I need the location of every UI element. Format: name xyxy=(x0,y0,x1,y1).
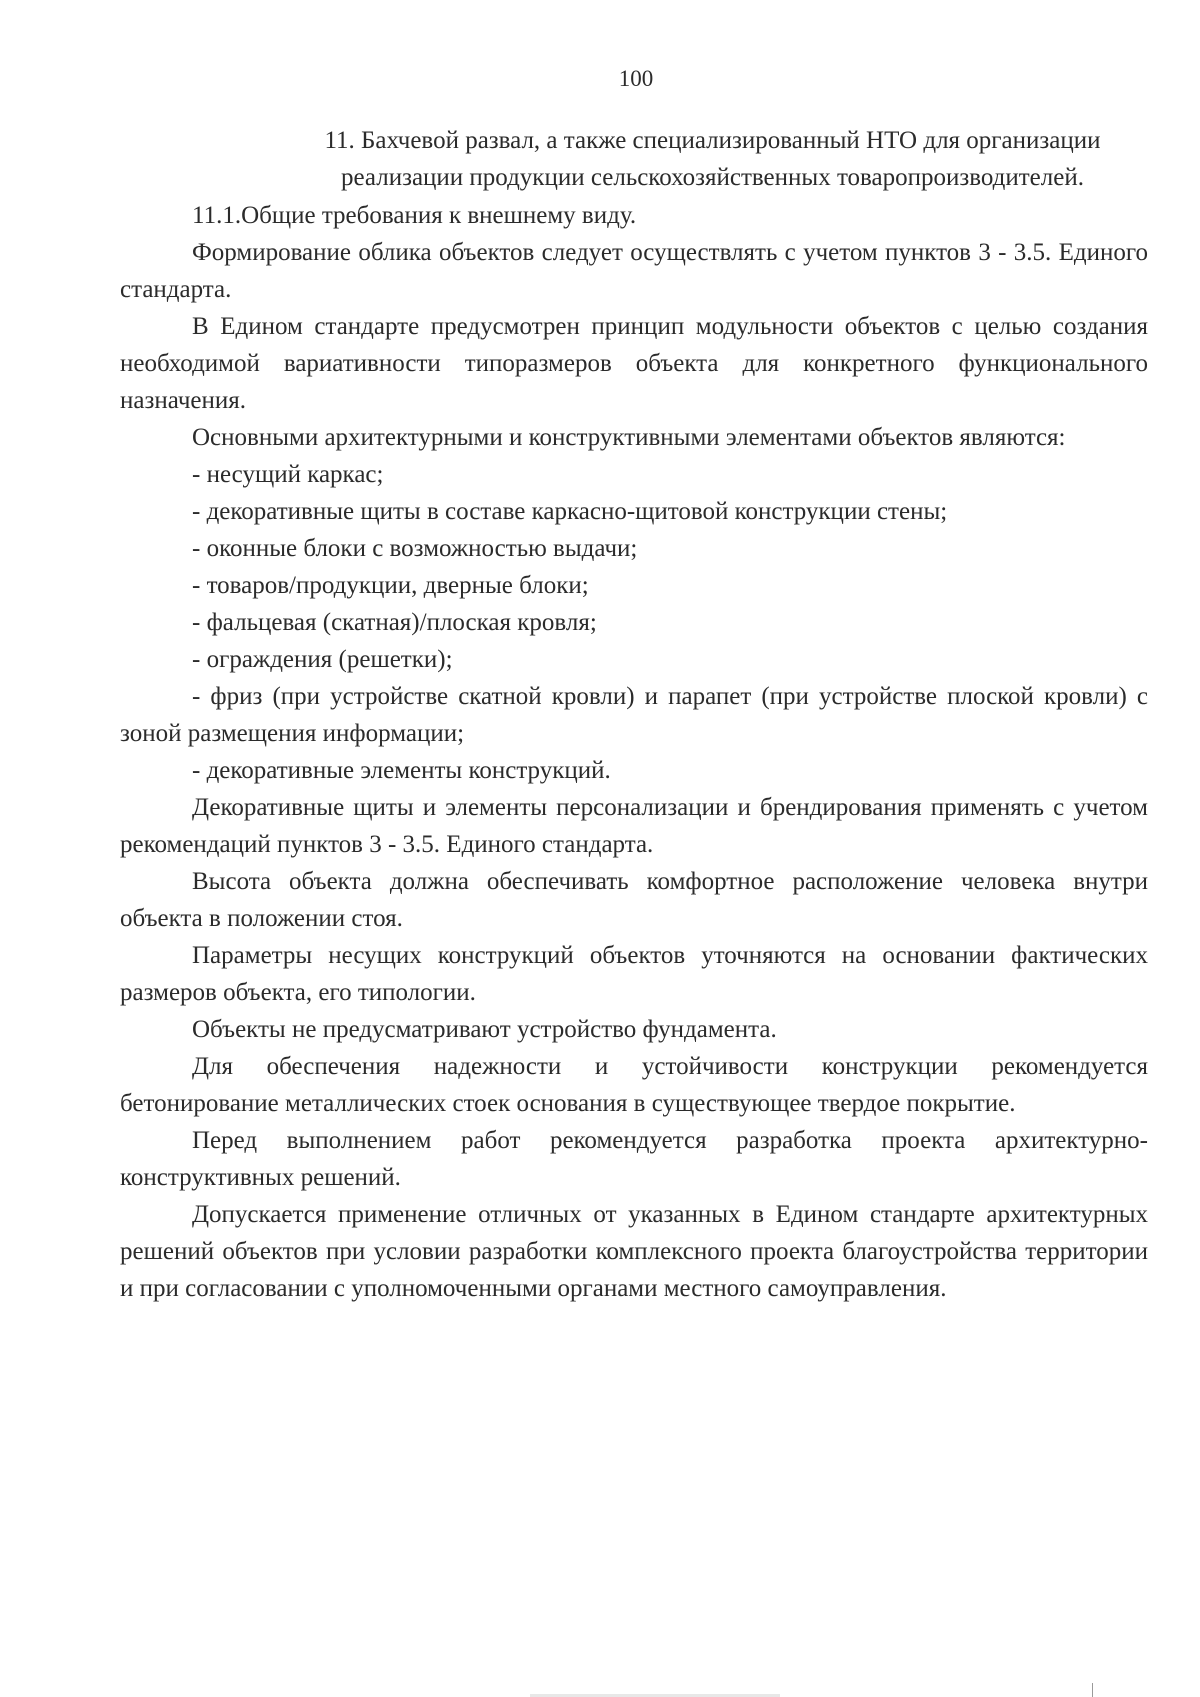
paragraph: Высота объекта должна обеспечивать комфортное расположение человека внутри объекта в положении стоя. xyxy=(120,868,1148,932)
paragraph: Перед выполнением работ рекомендуется разработка проекта архитектурно-конструктивных решений. xyxy=(120,1127,1148,1191)
paragraph: Декоративные щиты и элементы персонализации и брендирования применять с учетом рекомендаций пунктов 3 - 3.5. Единого стандарта. xyxy=(120,794,1148,858)
paragraph: Основными архитектурными и конструктивными элементами объектов являются: xyxy=(192,424,1066,451)
paragraph: Допускается применение отличных от указанных в Едином стандарте архитектурных решений объектов при условии разработки комплексного проекта благоустройства территории и при согласовании с уполномоченными органами местного самоуправления. xyxy=(120,1201,1148,1302)
list-item: - декоративные элементы конструкций. xyxy=(192,757,611,784)
paragraph: В Едином стандарте предусмотрен принцип модульности объектов с целью создания необходимой вариативности типоразмеров объекта для конкретного функционального назначения. xyxy=(120,313,1148,414)
page-number: 100 xyxy=(618,66,654,91)
list-item: - оконные блоки с возможностью выдачи; xyxy=(192,535,638,562)
paragraph: Для обеспечения надежности и устойчивости конструкции рекомендуется бетонирование металлических стоек основания в существующее твердое покрытие. xyxy=(120,1053,1148,1117)
list-item: - декоративные щиты в составе каркасно-щитовой конструкции стены; xyxy=(192,498,948,525)
scan-artifact xyxy=(1092,1683,1093,1697)
paragraph: Объекты не предусматривают устройство фундамента. xyxy=(192,1016,777,1043)
paragraph: Формирование облика объектов следует осуществлять с учетом пунктов 3 - 3.5. Единого стандарта. xyxy=(120,239,1148,303)
list-item: - несущий каркас; xyxy=(192,461,384,488)
paragraph: Параметры несущих конструкций объектов уточняются на основании фактических размеров объекта, его типологии. xyxy=(120,942,1148,1006)
subsection-title: 11.1.Общие требования к внешнему виду. xyxy=(192,202,637,229)
section-heading: 11. Бахчевой развал, а также специализированный НТО для организации реализации продукции сельскохозяйственных товаропроизводителей. xyxy=(324,127,1101,191)
list-item: - фальцевая (скатная)/плоская кровля; xyxy=(192,609,597,636)
list-item: - ограждения (решетки); xyxy=(192,646,453,673)
document-body xyxy=(120,197,1148,1307)
list-item: - фриз (при устройстве скатной кровли) и парапет (при устройстве плоской кровли) с зоной размещения информации; xyxy=(120,683,1148,747)
list-item: - товаров/продукции, дверные блоки; xyxy=(192,572,589,599)
